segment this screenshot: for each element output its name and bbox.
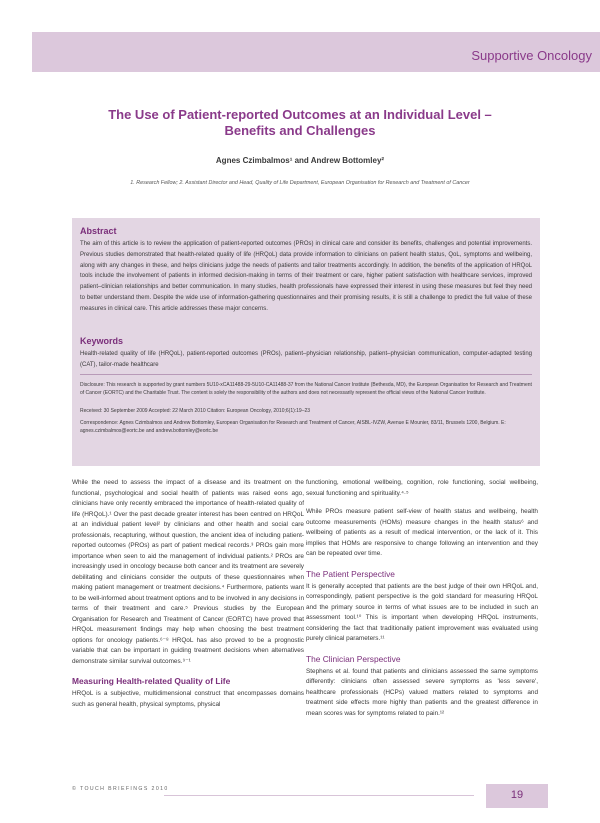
abstract-heading: Abstract — [80, 226, 117, 236]
title-line-2: Benefits and Challenges — [224, 123, 376, 138]
header-band — [32, 32, 600, 72]
right-paragraph-1: functioning, emotional wellbeing, cognition, role functioning, social wellbeing, sexual functioning and spirituality.⁴·⁵ — [306, 479, 538, 497]
left-heading-1: Measuring Health-related Quality of Life — [72, 676, 231, 686]
title-line-1: The Use of Patient-reported Outcomes at an Individual Level – — [108, 107, 492, 122]
article-title — [75, 107, 525, 139]
disclosure: Disclosure: This research is supported by grant numbers 5U10-xCA11488-29-5U10-CA11488-37 from the National Cancer Institute (Bethesda, MD), the European Organisation for Research and Treatment of Cancer (EORTC) and the Charitable Trust. The content is solely the responsibility of the authors and does not necessarily represent the official views of the National Cancer Institute. — [80, 382, 532, 397]
right-paragraph-3: It is generally accepted that patients are the best judge of their own HRQoL and, correspondingly, patient perspective is the gold standard for measuring HRQoL and the primary source in terms of what issues are to be included in such an assessment tool.¹⁰ This is important when developing HRQoL instruments, considering the fact that traditionally patient improvement was evaluated using purely clinical parameters.¹¹ — [306, 582, 538, 642]
keywords-heading: Keywords — [80, 336, 124, 346]
left-column — [72, 478, 304, 718]
right-column — [306, 478, 538, 727]
right-heading-2: The Clinician Perspective — [306, 653, 401, 664]
keywords-text: Health-related quality of life (HRQoL), patient-reported outcomes (PROs), patient–physician relationship, patient–physician communication, computer-adapted testing (CAT), tailor-made healthcare — [80, 351, 532, 368]
correspondence: Correspondence: Agnes Czimbalmos and Andrew Bottomley, European Organisation for Research and Treatment of Cancer, AISBL-IVZW, Avenue E Mounier, 83/11, Brussels 1200, Belgium. E: agnes.czimbalmos@eortc.be and andrew.bottomley@eortc.be — [80, 420, 506, 435]
right-paragraph-2: While PROs measure patient self-view of health status and wellbeing, health outcome measurements (HOMs) measure changes in the health status⁶ and wellbeing of patients as a result of medical intervention, or the lack of it. This implies that HOMs are responsive to change following an intervention and they can be repeated over time. — [306, 508, 538, 557]
page-number: 19 — [510, 789, 524, 801]
right-heading-1: The Patient Perspective — [306, 568, 395, 579]
affiliations: 1. Research Fellow; 2. Assistant Director and Head, Quality of Life Department, European Organisation for Research and Treatment of Cancer — [130, 180, 470, 186]
left-paragraph-1: While the need to assess the impact of a disease and its treatment on the functional, psychological and social health of patients was raised eons ago, clinicians have only recently embraced the importance of health-related quality of life (HRQoL).¹ Over the past decade greater interest has been centred on HRQoL at an individual patient level² by clinicians and other health and social care professionals, recapturing, without question, the ancient idea of including patient-reported outcomes (PROs) as part of patient medical records.³ PROs gain more importance when seen to aid the management of individual patients.² PROs are increasingly used in oncology because both cancer and its treatment are severely debilitating and clinicians consider the outputs of these questionnaires when making patient management or treatment decisions.⁴ Furthermore, patients want to be well-informed about treatment options and to be involved in any decisions in terms of their treatment and care.⁵ Previous studies by the European Organisation for Research and Treatment of Cancer (EORTC) have proved that HRQoL measurement findings may help when choosing the best treatment options for oncology patients.⁶⁻⁸ HRQoL has also proved to be a prognostic variable that can be important in guiding treatment decisions when alternatives demonstrate similar survival outcomes.⁹⁻¹ — [72, 479, 304, 665]
authors: Agnes Czimbalmos¹ and Andrew Bottomley² — [215, 156, 385, 165]
footer-rule — [164, 795, 474, 796]
left-paragraph-2: HRQoL is a subjective, multidimensional construct that encompasses domains such as general health, physical symptoms, physical — [72, 690, 304, 708]
footer-publisher: © TOUCH BRIEFINGS 2010 — [72, 786, 169, 792]
received: Received: 30 September 2009 Accepted: 22 March 2010 Citation: European Oncology, 2010;6(1):19–23 — [80, 408, 311, 414]
page-number-box — [486, 784, 548, 808]
right-paragraph-4: Stephens et al. found that patients and clinicians assessed the same symptoms differently: clinicians often assessed severe symptoms as 'less severe', healthcare professionals (HCPs) valued matters related to symptoms and treatment side effects more highly than patients and the greatest difference in mean scores was for symptoms related to pain.¹² — [306, 667, 538, 717]
abstract-divider — [80, 374, 532, 375]
section-name: Supportive Oncology — [471, 48, 592, 63]
abstract-text: The aim of this article is to review the application of patient-reported outcomes (PROs) in clinical care and consider its benefits, challenges and potential improvements. Previous studies demonstrated that health-related quality of life (HRQoL) data provide information to clinicians on patient health status, QoL, symptoms and wellbeing, along with any changes in these, and helps clinicians judge the needs of patients and tailor treatments accordingly. In addition, the benefits of the application of HRQoL tools include the involvement of patients in informed decision-making in terms of their treatment or care, higher patient satisfaction with healthcare services, improved patient–clinician relationships and better communication. In many studies, health professionals have expressed their interest in using these measures but feel they need to better understand them. Despite the wide use of information-gathering questionnaires and their promising results, it is still a challenge to predict the full value of these measures in clinical care. This article addresses these major concerns. — [80, 241, 532, 312]
